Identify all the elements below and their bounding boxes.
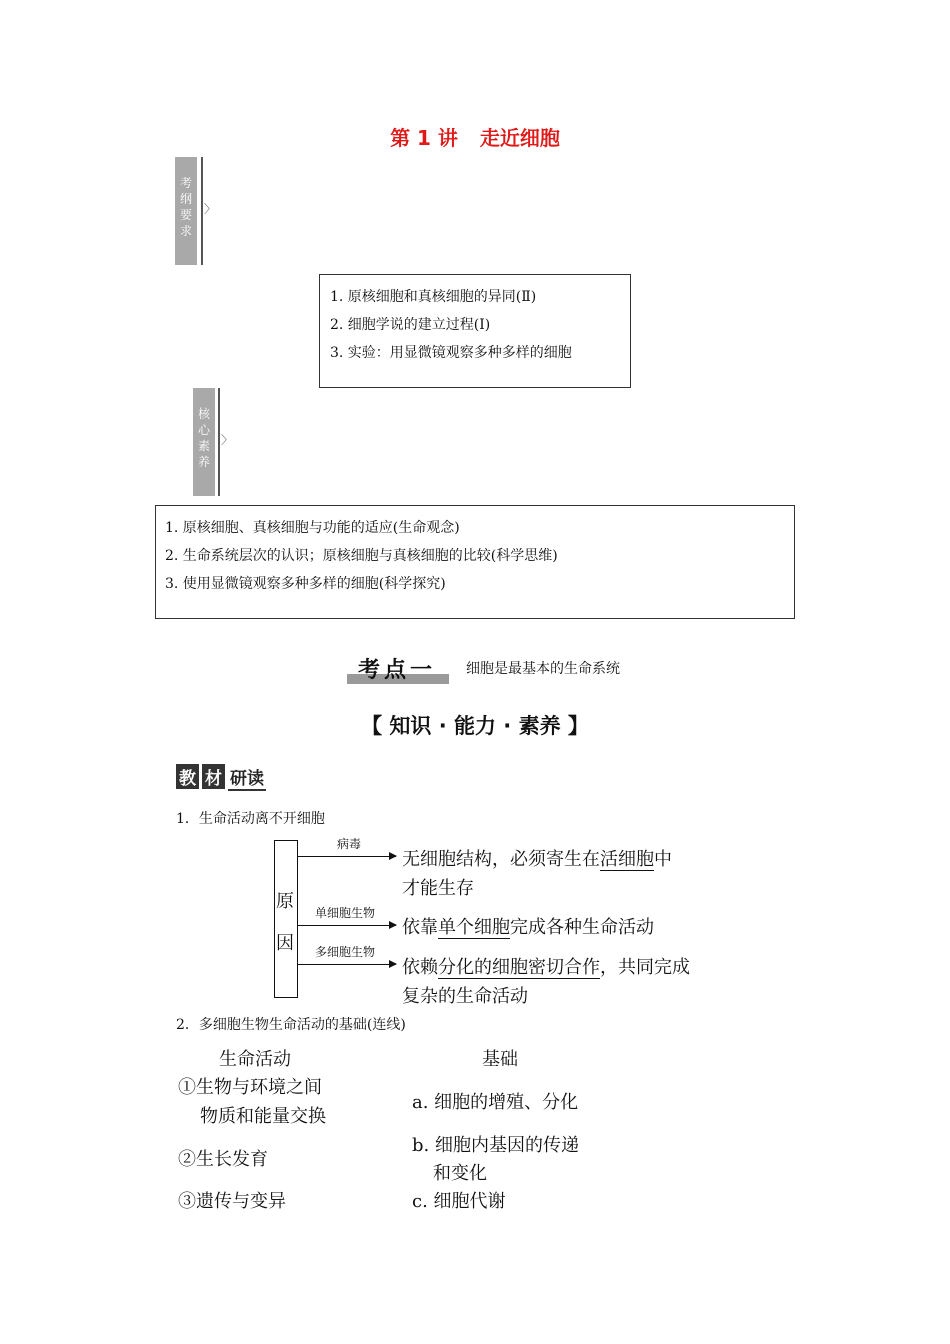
lecture-name: 走近细胞 [479, 126, 560, 150]
tab-char: 求 [179, 224, 192, 238]
badge-dark-char: 教 [176, 764, 199, 789]
tab-char: 考 [179, 176, 192, 190]
row-text [402, 953, 690, 979]
hexin-item: 3. 使用显微镜观察多种多样的细胞(科学探究) [165, 576, 446, 592]
row-text-underlined: 活细胞 [600, 849, 654, 870]
row-label: 多细胞生物 [315, 945, 376, 959]
section-title: 【 知识 · 能力 · 素养 】 [361, 714, 589, 738]
row-label: 单细胞生物 [315, 906, 376, 920]
arrow-right-icon [298, 925, 396, 926]
col-right-header: 基础 [482, 1049, 518, 1070]
row-text-pre: 无细胞结构，必须寄生在 [402, 849, 600, 870]
reason-char: 原 [276, 891, 294, 912]
hexin-tab-rule [218, 388, 220, 496]
row-text-pre: 依靠 [402, 917, 438, 938]
arrow-right-icon [298, 964, 396, 965]
kaogang-tab-rule [201, 157, 203, 265]
left-item: ②生长发育 [178, 1149, 268, 1170]
kaogang-item: 2. 细胞学说的建立过程(Ⅰ) [330, 317, 491, 333]
q1-heading: 1．生命活动离不开细胞 [176, 811, 325, 827]
kaodian-label: 考点一 [358, 658, 437, 683]
tab-char: 养 [197, 455, 210, 469]
row-text-line2: 才能生存 [402, 878, 474, 899]
left-item-cont: 物质和能量交换 [200, 1106, 326, 1127]
hexin-item: 2. 生命系统层次的认识；原核细胞与真核细胞的比较(科学思维) [165, 548, 558, 564]
badge-dark-char: 材 [202, 764, 225, 789]
q2-heading: 2．多细胞生物生命活动的基础(连线) [176, 1017, 406, 1033]
row-text-post: 中 [654, 849, 672, 870]
arrow-right-icon [298, 856, 396, 857]
hexin-tab [193, 388, 215, 496]
row-text-pre: 依赖 [402, 957, 438, 978]
row-text-underlined: 单个细胞 [438, 917, 510, 938]
kaogang-tab [175, 157, 197, 265]
tab-char: 素 [197, 439, 210, 453]
hexin-box [155, 505, 795, 619]
kaogang-item: 3. 实验：用显微镜观察多种多样的细胞 [330, 345, 572, 361]
chevron-right-icon: 〉 [204, 202, 217, 216]
kaodian-subtitle: 细胞是最基本的生命系统 [466, 661, 620, 677]
left-item: ③遗传与变异 [178, 1191, 286, 1212]
right-item-cont: 和变化 [433, 1163, 487, 1184]
chevron-right-icon: 〉 [221, 433, 234, 447]
row-text [402, 913, 654, 939]
tab-char: 要 [179, 208, 192, 222]
row-label: 病毒 [337, 837, 362, 851]
lecture-number: 第 1 讲 [390, 126, 458, 150]
reason-char: 因 [276, 933, 294, 954]
reason-box [274, 840, 298, 998]
badge-text: 研读 [230, 769, 264, 789]
textbook-badge [176, 764, 266, 789]
row-text [402, 845, 672, 871]
tab-char: 纲 [179, 192, 192, 206]
row-text-post: ，共同完成 [600, 957, 690, 978]
row-text-underlined: 分化的细胞密切合作 [438, 957, 600, 978]
left-item: ①生物与环境之间 [178, 1077, 322, 1098]
row-text-post: 完成各种生命活动 [510, 917, 654, 938]
col-left-header: 生命活动 [219, 1049, 291, 1070]
tab-char: 心 [197, 423, 210, 437]
right-item: b. 细胞内基因的传递 [412, 1135, 579, 1156]
row-text-line2: 复杂的生命活动 [402, 986, 528, 1007]
hexin-item: 1. 原核细胞、真核细胞与功能的适应(生命观念) [165, 520, 460, 536]
right-item: a. 细胞的增殖、分化 [412, 1092, 579, 1113]
kaogang-item: 1. 原核细胞和真核细胞的异同(Ⅱ) [330, 289, 537, 305]
tab-char: 核 [197, 407, 210, 421]
kaogang-box [319, 274, 631, 388]
right-item: c. 细胞代谢 [412, 1191, 506, 1212]
page-title [0, 122, 950, 151]
